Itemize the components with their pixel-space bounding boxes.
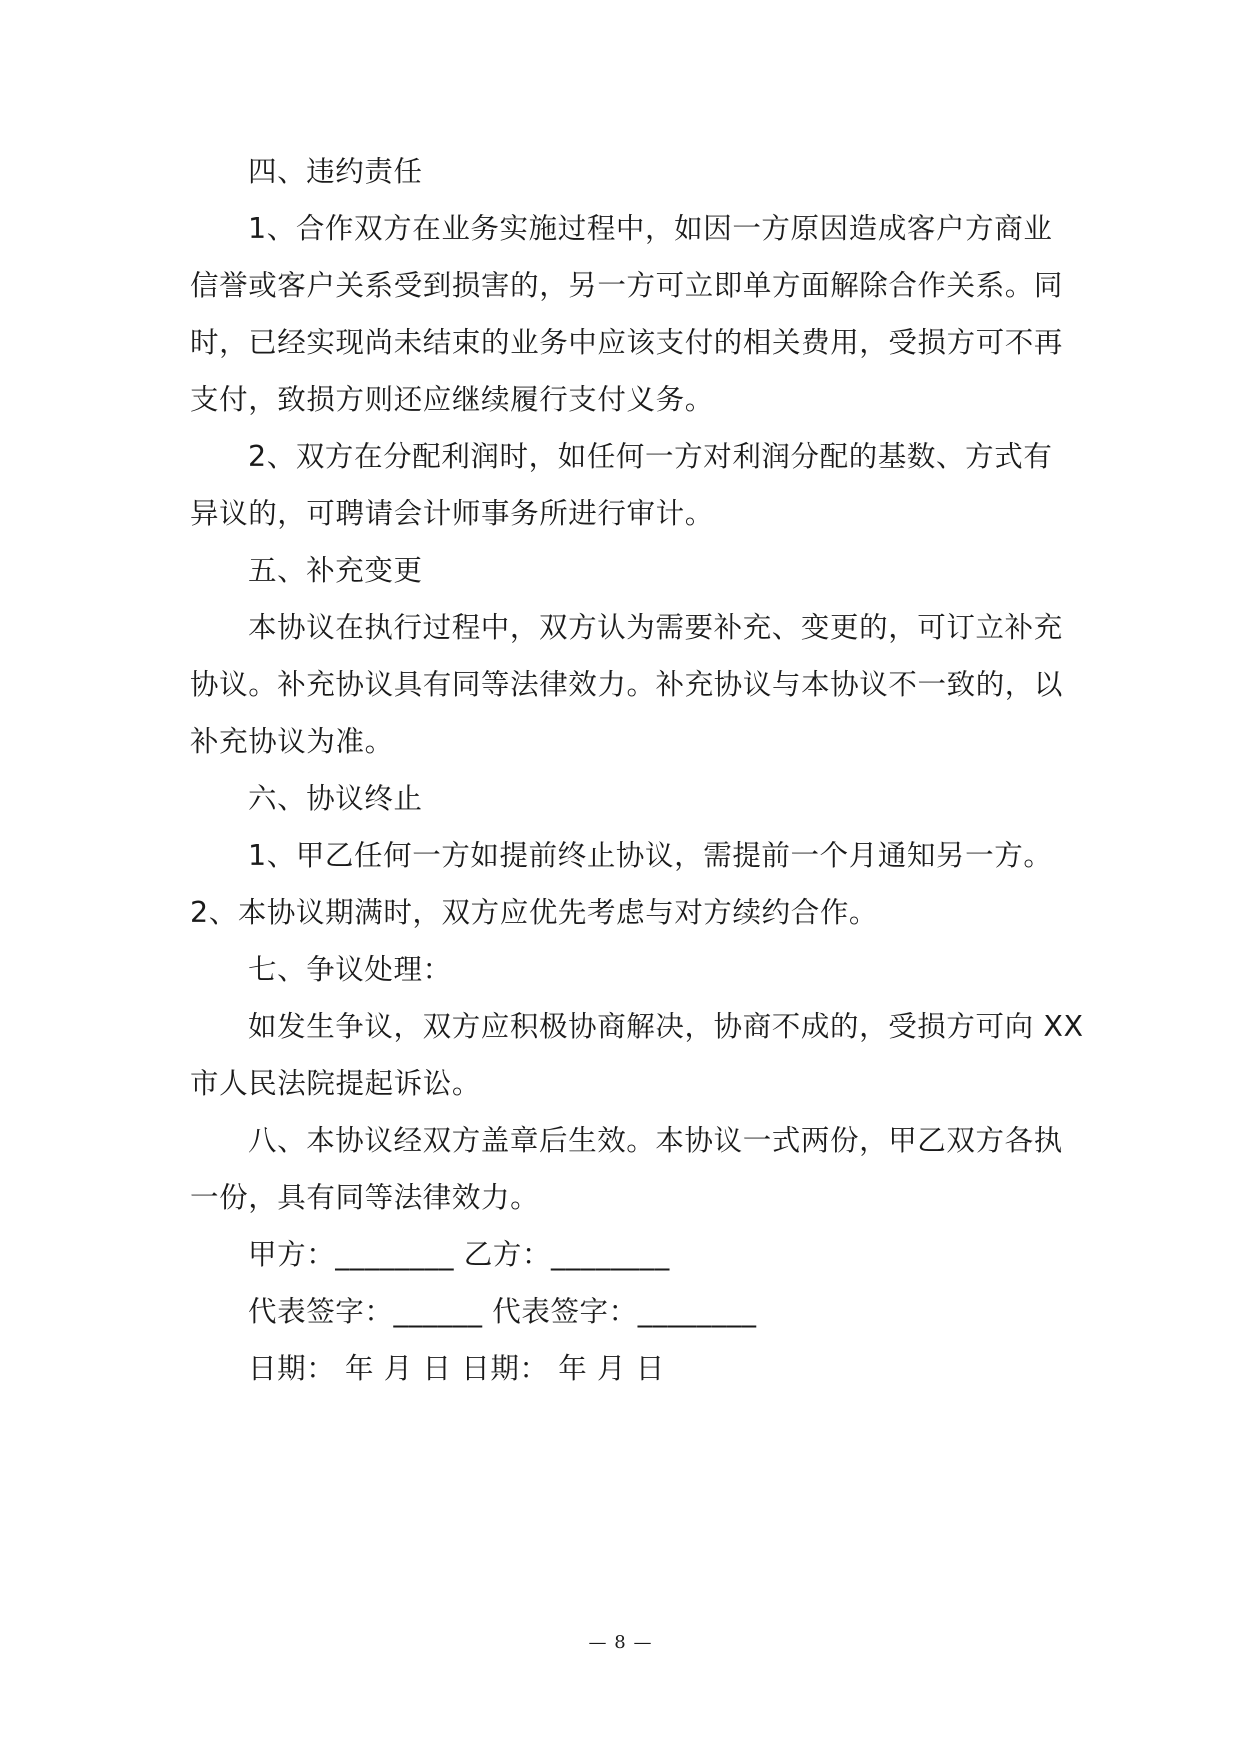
paragraph-line: 1、合作双方在业务实施过程中，如因一方原因造成客户方商业 [248, 212, 1053, 245]
paragraph-line: 信誉或客户关系受到损害的，另一方可立即单方面解除合作关系。同 [190, 269, 1064, 302]
paragraph-line: 本协议在执行过程中，双方认为需要补充、变更的，可订立补充 [248, 611, 1063, 644]
paragraph-line: 异议的，可聘请会计师事务所进行审计。 [190, 497, 714, 530]
paragraph-line: 协议。补充协议具有同等法律效力。补充协议与本协议不一致的，以 [190, 668, 1064, 701]
paragraph-line: 八、本协议经双方盖章后生效。本协议一式两份，甲乙双方各执 [248, 1124, 1063, 1157]
page-number: — 8 — [588, 1632, 653, 1653]
paragraph-line: 市人民法院提起诉讼。 [190, 1067, 482, 1100]
paragraph-line: 时，已经实现尚未结束的业务中应该支付的相关费用，受损方可不再 [190, 326, 1064, 359]
paragraph-line: 2、双方在分配利润时，如任何一方对利润分配的基数、方式有 [248, 440, 1053, 473]
section-heading-termination: 六、协议终止 [248, 782, 423, 815]
paragraph-line: 补充协议为准。 [190, 725, 394, 758]
signature-parties-line: 甲方：________ 乙方：________ [248, 1238, 670, 1271]
section-heading-breach: 四、违约责任 [248, 155, 423, 188]
paragraph-line: 1、甲乙任何一方如提前终止协议，需提前一个月通知另一方。 [248, 839, 1053, 872]
signature-date-line: 日期： 年 月 日 日期： 年 月 日 [248, 1352, 665, 1385]
paragraph-line: 如发生争议，双方应积极协商解决，协商不成的，受损方可向 XX [248, 1010, 1084, 1043]
section-heading-supplement: 五、补充变更 [248, 554, 423, 587]
paragraph-line: 支付，致损方则还应继续履行支付义务。 [190, 383, 714, 416]
signature-representatives-line: 代表签字：______ 代表签字：________ [248, 1295, 757, 1328]
paragraph-line: 一份，具有同等法律效力。 [190, 1181, 540, 1214]
paragraph-line: 2、本协议期满时，双方应优先考虑与对方续约合作。 [190, 896, 879, 929]
section-heading-dispute: 七、争议处理： [248, 953, 452, 986]
